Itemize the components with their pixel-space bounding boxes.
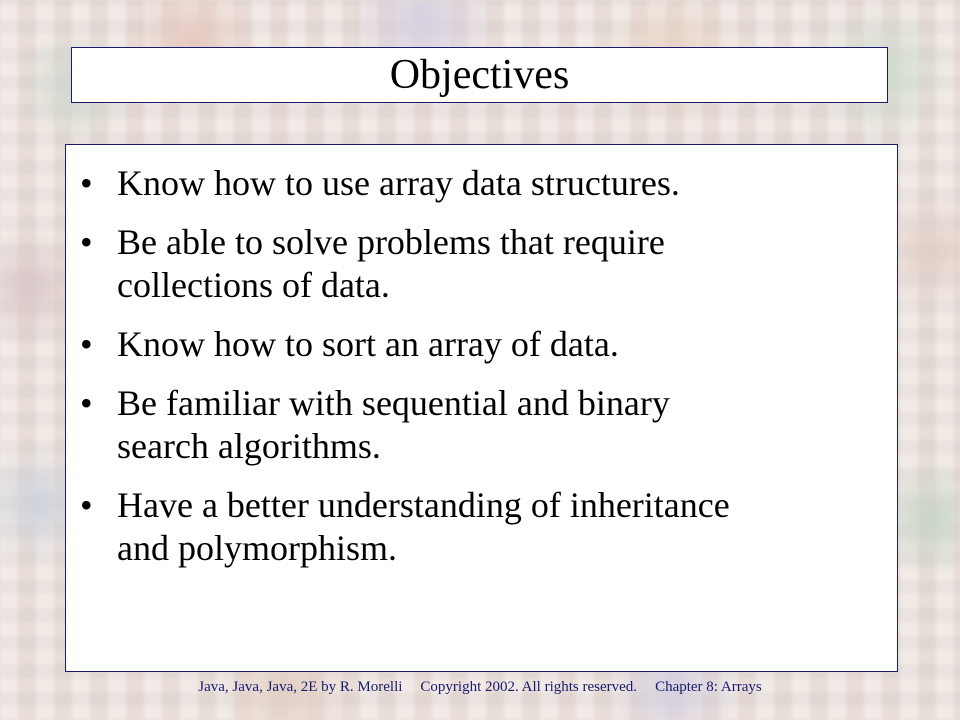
bullet-icon: • xyxy=(80,324,93,364)
slide-footer xyxy=(0,679,960,696)
slide-title: Objectives xyxy=(389,52,570,98)
title-box xyxy=(71,47,888,103)
bullet-icon: • xyxy=(80,383,93,423)
bullet-item xyxy=(80,221,890,307)
bullet-item xyxy=(80,323,890,366)
bullet-text: Know how to sort an array of data. xyxy=(117,324,619,364)
bullet-list xyxy=(80,162,890,586)
bullet-item xyxy=(80,484,890,570)
bullet-text: Have a better understanding of inheritance and polymorphism. xyxy=(117,485,730,568)
content-box xyxy=(65,144,898,672)
footer-chapter: Chapter 8: Arrays xyxy=(655,679,762,695)
bullet-icon: • xyxy=(80,222,93,262)
footer-copyright: Copyright 2002. All rights reserved. xyxy=(420,679,638,695)
bullet-text: Know how to use array data structures. xyxy=(117,163,680,203)
bullet-icon: • xyxy=(80,485,93,525)
bullet-text: Be familiar with sequential and binary search algorithms. xyxy=(117,383,670,466)
bullet-icon: • xyxy=(80,163,93,203)
footer-book: Java, Java, Java, 2E by R. Morelli xyxy=(198,679,403,695)
bullet-text: Be able to solve problems that require collections of data. xyxy=(117,222,665,305)
bullet-item xyxy=(80,382,890,468)
bullet-item xyxy=(80,162,890,205)
